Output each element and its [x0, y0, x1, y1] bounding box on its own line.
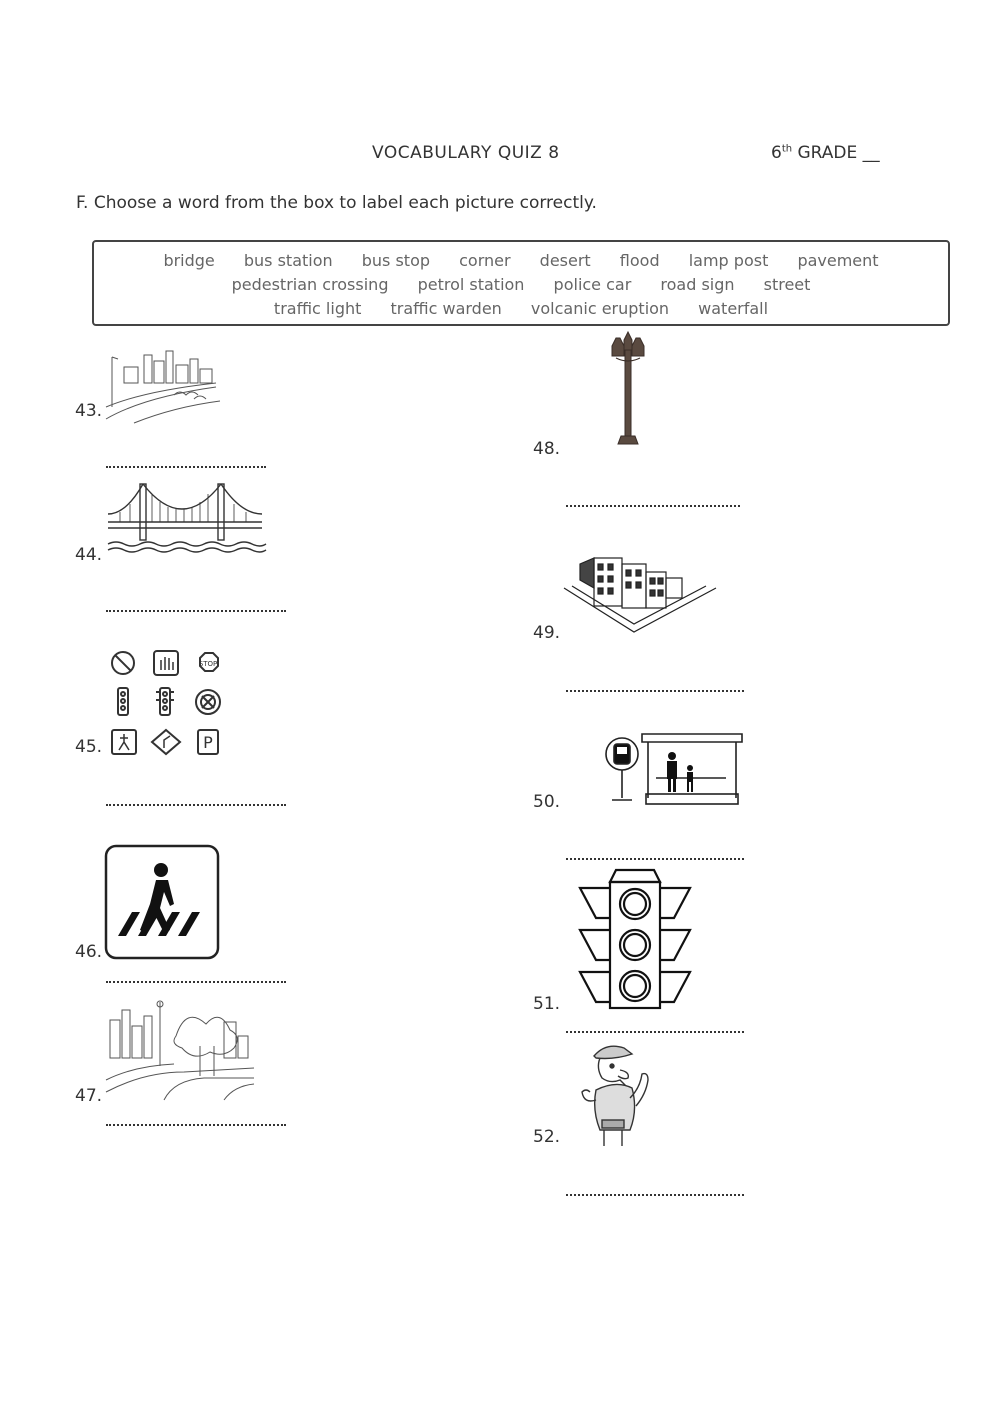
- answer-line[interactable]: [566, 1194, 744, 1196]
- item-number: 52.: [533, 1127, 561, 1147]
- word-row-1: [94, 251, 948, 270]
- answer-line[interactable]: [106, 981, 286, 983]
- answer-line[interactable]: [106, 804, 286, 806]
- item-number: 50.: [533, 792, 561, 812]
- word: flood: [619, 251, 660, 270]
- word: petrol station: [417, 275, 525, 294]
- parking-sign-text: P: [203, 733, 213, 752]
- item-number: 44.: [75, 545, 103, 565]
- bus-stop-picture: [602, 732, 744, 808]
- word: traffic warden: [390, 299, 502, 318]
- grade-label: 6th GRADE __: [771, 143, 880, 163]
- street-corner-picture: [562, 552, 718, 634]
- answer-line[interactable]: [566, 858, 744, 860]
- instruction: F. Choose a word from the box to label each picture correctly.: [76, 193, 597, 213]
- item-number: 48.: [533, 439, 561, 459]
- road-signs-picture: [106, 648, 224, 758]
- word: bus station: [243, 251, 333, 270]
- word: police car: [553, 275, 632, 294]
- quiz-title: VOCABULARY QUIZ 8: [372, 143, 560, 163]
- street-picture: [104, 347, 220, 423]
- word-box: [92, 240, 950, 326]
- item-number: 51.: [533, 994, 561, 1014]
- corner-picture: [104, 996, 256, 1100]
- answer-line[interactable]: [106, 610, 286, 612]
- item-number: 45.: [75, 737, 103, 757]
- word: waterfall: [698, 299, 769, 318]
- lamp-post-picture: [604, 332, 652, 456]
- answer-line[interactable]: [566, 505, 740, 507]
- answer-line[interactable]: [106, 466, 266, 468]
- item-number: 46.: [75, 942, 103, 962]
- word: corner: [459, 251, 511, 270]
- word: pavement: [797, 251, 879, 270]
- item-number: 47.: [75, 1086, 103, 1106]
- traffic-warden-picture: [576, 1040, 656, 1148]
- item-number: 49.: [533, 623, 561, 643]
- word: volcanic eruption: [530, 299, 670, 318]
- stop-sign-text: STOP: [198, 660, 218, 668]
- word-row-2: [94, 275, 948, 294]
- word: street: [763, 275, 811, 294]
- pedestrian-crossing-picture: [104, 844, 220, 960]
- answer-line[interactable]: [106, 1124, 286, 1126]
- word: desert: [539, 251, 591, 270]
- word: lamp post: [688, 251, 769, 270]
- word: bridge: [163, 251, 215, 270]
- bridge-picture: [106, 480, 264, 558]
- word: traffic light: [273, 299, 362, 318]
- item-number: 43.: [75, 401, 103, 421]
- answer-line[interactable]: [566, 690, 744, 692]
- word: bus stop: [361, 251, 431, 270]
- traffic-light-picture: [566, 868, 704, 1010]
- answer-line[interactable]: [566, 1031, 744, 1033]
- word: pedestrian crossing: [231, 275, 389, 294]
- word-row-3: [94, 299, 948, 318]
- word: road sign: [660, 275, 735, 294]
